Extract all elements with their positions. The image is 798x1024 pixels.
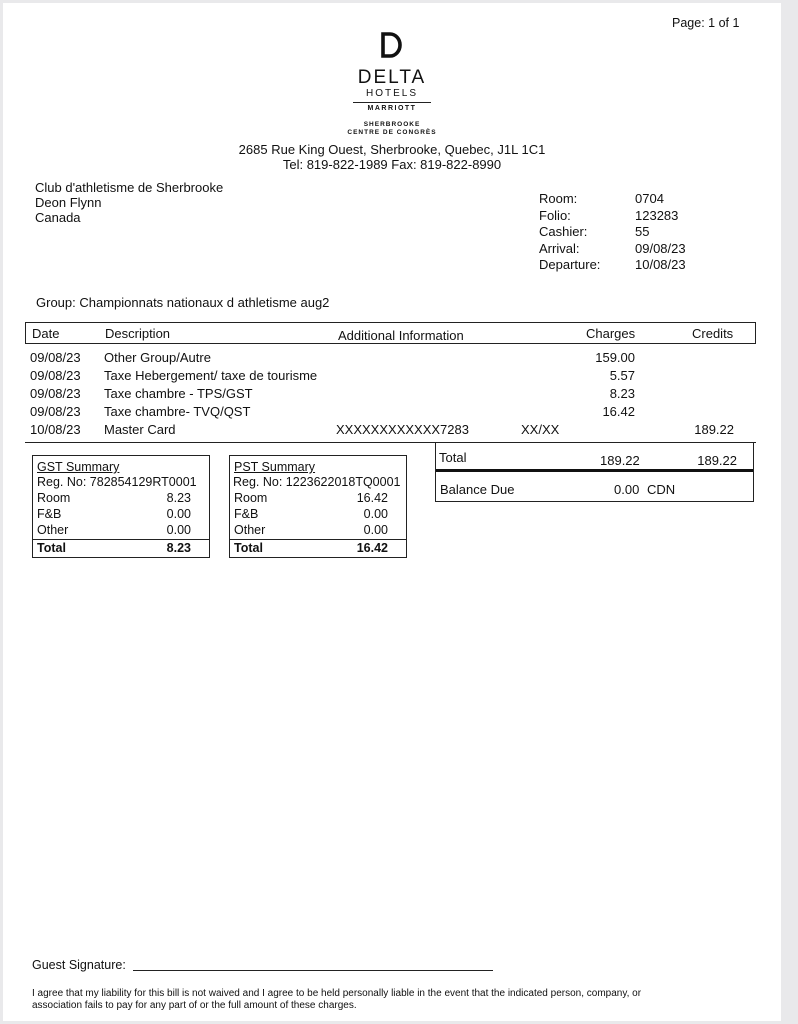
gst-total-label: Total — [37, 541, 66, 555]
stay-values — [635, 191, 686, 274]
logo-divider — [353, 102, 431, 103]
pst-other-value: 0.00 — [363, 523, 388, 537]
gst-fb-value: 0.00 — [166, 507, 191, 521]
row-description: Other Group/Autre — [104, 350, 211, 365]
gst-total-row — [33, 539, 209, 558]
cashier-value: 55 — [635, 224, 650, 239]
disclaimer-line-1: I agree that my liability for this bill is not waived and I agree to be held personally liable in the event that the indicated person, company, or — [32, 988, 642, 999]
hotel-address: 2685 Rue King Ouest, Sherbrooke, Quebec, J1L 1C1 — [238, 142, 546, 157]
departure-label: Departure: — [539, 257, 601, 272]
cashier-label: Cashier: — [539, 224, 588, 239]
row-description: Taxe chambre- TVQ/QST — [104, 404, 251, 419]
row-charges: 16.42 — [602, 404, 635, 419]
header-credits: Credits — [692, 326, 734, 341]
row-date: 09/08/23 — [30, 368, 81, 383]
table-row — [3, 350, 781, 367]
row-charges: 5.57 — [609, 368, 635, 383]
balance-due-value: 0.00 — [614, 482, 640, 497]
row-date: 09/08/23 — [30, 404, 81, 419]
pst-room-value: 16.42 — [356, 491, 388, 505]
row-description: Taxe Hebergement/ taxe de tourisme — [104, 368, 318, 383]
departure-value: 10/08/23 — [635, 257, 686, 272]
gst-fb-label: F&B — [37, 507, 62, 521]
brand-location: SHERBROOKE — [363, 121, 421, 128]
liability-disclaimer — [32, 988, 732, 1012]
guest-signature-label: Guest Signature: — [32, 958, 126, 972]
folio-page — [3, 3, 781, 1021]
row-date: 10/08/23 — [30, 422, 81, 437]
row-credits: 189.22 — [694, 422, 734, 437]
guest-company: Club d'athletisme de Sherbrooke — [35, 180, 224, 195]
total-charges: 189.22 — [600, 453, 640, 468]
transactions-list — [3, 350, 781, 440]
arrival-label: Arrival: — [539, 240, 580, 256]
row-charges: 8.23 — [609, 386, 635, 401]
table-header — [25, 322, 756, 344]
row-date: 09/08/23 — [30, 386, 81, 401]
pst-fb-value: 0.00 — [363, 507, 388, 521]
balance-due-label: Balance Due — [440, 482, 515, 497]
row-card-expiry: XX/XX — [521, 422, 560, 437]
signature-line[interactable] — [133, 970, 493, 971]
folio-value: 123283 — [635, 207, 679, 223]
gst-title: GST Summary — [37, 460, 120, 474]
arrival-value: 09/08/23 — [635, 240, 686, 256]
balance-currency: CDN — [647, 482, 676, 497]
totals-divider — [436, 469, 753, 472]
pst-other-label: Other — [234, 523, 266, 537]
group-line: Group: Championnats nationaux d athletisme aug2 — [36, 295, 330, 310]
gst-other-label: Other — [37, 523, 69, 537]
row-charges: 159.00 — [595, 350, 635, 365]
pst-summary — [229, 455, 407, 558]
pst-room-row — [230, 491, 406, 507]
header-charges: Charges — [586, 326, 636, 341]
table-row — [3, 368, 781, 385]
hotel-phones: Tel: 819-822-1989 Fax: 819-822-8990 — [282, 157, 502, 172]
totals-box — [435, 443, 754, 502]
gst-fb-row — [33, 507, 209, 523]
row-card-number: XXXXXXXXXXXX7283 — [336, 422, 469, 437]
page-number: Page: 1 of 1 — [672, 16, 740, 30]
guest-country: Canada — [35, 210, 81, 225]
header-additional-info: Additional Information — [338, 328, 464, 343]
gst-reg-no: Reg. No: 782854129RT0001 — [37, 475, 197, 489]
pst-fb-label: F&B — [234, 507, 259, 521]
pst-total-row — [230, 539, 406, 558]
gst-room-row — [33, 491, 209, 507]
table-row — [3, 422, 781, 439]
pst-reg-no: Reg. No: 1223622018TQ0001 — [233, 475, 401, 489]
room-value: 0704 — [635, 191, 664, 206]
gst-other-row — [33, 523, 209, 539]
guest-block — [35, 180, 223, 225]
brand-name: DELTA — [357, 67, 427, 88]
brand-location-2: CENTRE DE CONGRÈS — [347, 129, 437, 136]
folio-label: Folio: — [539, 207, 571, 223]
total-label: Total — [439, 450, 467, 465]
pst-title: PST Summary — [234, 460, 316, 474]
table-row — [3, 386, 781, 403]
gst-other-value: 0.00 — [166, 523, 191, 537]
row-date: 09/08/23 — [30, 350, 81, 365]
row-description: Master Card — [104, 422, 176, 437]
row-description: Taxe chambre - TPS/GST — [104, 386, 253, 401]
header-date: Date — [32, 326, 60, 341]
delta-logo-mark — [3, 31, 781, 64]
pst-total-label: Total — [234, 541, 263, 555]
gst-total-value: 8.23 — [166, 541, 191, 555]
pst-other-row — [230, 523, 406, 539]
total-credits: 189.22 — [697, 453, 737, 468]
gst-room-label: Room — [37, 491, 71, 505]
stay-labels — [539, 191, 600, 274]
guest-name: Deon Flynn — [35, 195, 102, 210]
pst-total-value: 16.42 — [356, 541, 388, 555]
brand-sub: HOTELS — [365, 88, 418, 99]
delta-d-icon — [379, 31, 405, 59]
pst-room-label: Room — [234, 491, 268, 505]
table-row — [3, 404, 781, 421]
header-description: Description — [105, 326, 171, 341]
brand-owner: MARRIOTT — [367, 105, 417, 112]
pst-fb-row — [230, 507, 406, 523]
gst-room-value: 8.23 — [166, 491, 191, 505]
room-label: Room: — [539, 191, 578, 206]
disclaimer-line-2: association fails to pay for any part of or the full amount of these charges. — [32, 1000, 357, 1011]
gst-summary — [32, 455, 210, 558]
